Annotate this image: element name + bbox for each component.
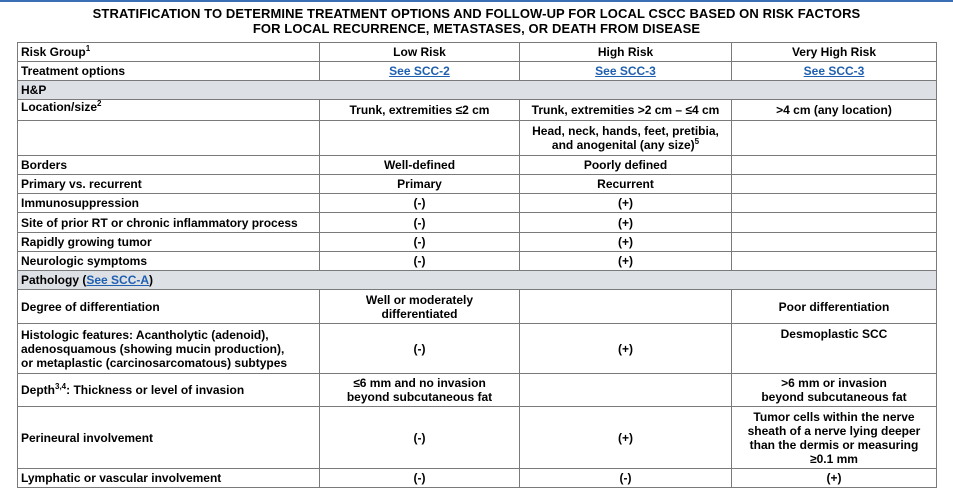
section-pathology-close: ) <box>149 273 154 287</box>
table-row <box>18 213 937 233</box>
row-label-borders: Borders <box>18 156 320 175</box>
cell-high: (+) <box>520 324 732 374</box>
cell-text: than the dermis or measuring <box>749 437 919 452</box>
cell-text: >6 mm or invasion <box>781 376 887 390</box>
cell-very-high <box>732 252 937 271</box>
cell-very-high <box>732 175 937 194</box>
row-label-perineural: Perineural involvement <box>18 407 320 469</box>
row-label-location <box>18 100 320 121</box>
row-label-empty <box>18 121 320 156</box>
see-scc-3-link[interactable]: See SCC-3 <box>595 64 656 78</box>
risk-stratification-table <box>17 42 937 488</box>
cell-low: (-) <box>320 324 520 374</box>
header-low-risk: Low Risk <box>320 43 520 62</box>
cell-text: and anogenital (any size) <box>551 138 695 152</box>
cell-very-high <box>732 374 937 407</box>
cell-low <box>320 62 520 81</box>
cell-text: beyond subcutaneous fat <box>346 390 493 404</box>
section-pathology <box>18 271 937 290</box>
cell-text: beyond subcutaneous fat <box>761 390 907 404</box>
footnote-ref: 5 <box>694 137 700 146</box>
cell-low <box>320 121 520 156</box>
cell-low: Well-defined <box>320 156 520 175</box>
table-row <box>18 252 937 271</box>
cell-high: Trunk, extremities >2 cm – ≤4 cm <box>520 100 732 121</box>
table-row <box>18 175 937 194</box>
row-label-location-text: Location/size <box>21 100 98 114</box>
row-label-text: or metaplastic (carcinosarcomatous) subtypes <box>21 355 288 370</box>
title-line-1: STRATIFICATION TO DETERMINE TREATMENT OPTIONS AND FOLLOW-UP FOR LOCAL CSCC BASED ON RISK FACTORS <box>92 6 861 21</box>
table-row <box>18 121 937 156</box>
top-rule <box>0 0 953 2</box>
header-risk-group <box>18 43 320 62</box>
row-label-text: : Thickness or level of invasion <box>66 383 245 397</box>
row-label-lymphatic: Lymphatic or vascular involvement <box>18 469 320 488</box>
cell-high: (+) <box>520 233 732 252</box>
section-row-hp <box>18 81 937 100</box>
row-label-histologic <box>18 324 320 374</box>
header-row <box>18 43 937 62</box>
row-label-primary: Primary vs. recurrent <box>18 175 320 194</box>
section-hp: H&P <box>18 81 937 100</box>
cell-high: Poorly defined <box>520 156 732 175</box>
cell-very-high: Desmoplastic SCC <box>732 324 937 374</box>
cell-low: (-) <box>320 213 520 233</box>
cell-low: (-) <box>320 407 520 469</box>
table-row <box>18 469 937 488</box>
cell-very-high <box>732 156 937 175</box>
cell-low: (-) <box>320 194 520 213</box>
row-label-prior-rt: Site of prior RT or chronic inflammatory process <box>18 213 320 233</box>
row-label-rapid-growth: Rapidly growing tumor <box>18 233 320 252</box>
table-row <box>18 156 937 175</box>
section-row-pathology <box>18 271 937 290</box>
cell-low: Trunk, extremities ≤2 cm <box>320 100 520 121</box>
cell-very-high <box>732 233 937 252</box>
row-label-text: Depth <box>21 383 55 397</box>
cell-high: (+) <box>520 252 732 271</box>
row-label-neurologic: Neurologic symptoms <box>18 252 320 271</box>
cell-high: (-) <box>520 469 732 488</box>
cell-very-high <box>732 407 937 469</box>
row-label-immunosuppression: Immunosuppression <box>18 194 320 213</box>
cell-text: differentiated <box>381 306 458 321</box>
cell-very-high: (+) <box>732 469 937 488</box>
table-row <box>18 62 937 81</box>
cell-high <box>520 121 732 156</box>
row-label-treatment: Treatment options <box>18 62 320 81</box>
cell-high: (+) <box>520 213 732 233</box>
cell-low: (-) <box>320 469 520 488</box>
cell-very-high <box>732 121 937 156</box>
section-pathology-label: Pathology ( <box>21 273 87 287</box>
see-scc-a-link[interactable]: See SCC-A <box>86 273 150 287</box>
table-row <box>18 407 937 469</box>
table-row <box>18 233 937 252</box>
header-risk-group-label: Risk Group <box>21 45 86 59</box>
row-label-differentiation: Degree of differentiation <box>18 290 320 324</box>
cell-low: (-) <box>320 252 520 271</box>
cell-low <box>320 290 520 324</box>
footnote-ref: 1 <box>85 44 91 53</box>
cell-very-high <box>732 194 937 213</box>
cell-text: Well or moderately <box>365 292 474 307</box>
cell-low <box>320 374 520 407</box>
see-scc-3-link-very-high[interactable]: See SCC-3 <box>803 64 865 78</box>
cell-very-high: >4 cm (any location) <box>732 100 937 121</box>
table-row <box>18 194 937 213</box>
row-label-text: Histologic features: Acantholytic (adenoid), <box>21 327 269 342</box>
cell-text: sheath of a nerve lying deeper <box>747 423 921 438</box>
cell-low: (-) <box>320 233 520 252</box>
table-row <box>18 324 937 374</box>
see-scc-2-link[interactable]: See SCC-2 <box>389 64 450 78</box>
cell-high <box>520 290 732 324</box>
cell-text: Tumor cells within the nerve <box>753 409 915 424</box>
cell-very-high <box>732 213 937 233</box>
cell-high <box>520 62 732 81</box>
cell-very-high <box>732 62 937 81</box>
table-row <box>18 290 937 324</box>
cell-high: (+) <box>520 194 732 213</box>
cell-high <box>520 374 732 407</box>
table-row <box>18 374 937 407</box>
row-label-text: adenosquamous (showing mucin production), <box>21 341 285 356</box>
title-line-2: FOR LOCAL RECURRENCE, METASTASES, OR DEATH FROM DISEASE <box>252 20 701 36</box>
cell-high: (+) <box>520 407 732 469</box>
cell-very-high: Poor differentiation <box>732 290 937 324</box>
cell-text: Head, neck, hands, feet, pretibia, <box>532 124 719 138</box>
header-high-risk: High Risk <box>520 43 732 62</box>
header-very-high-risk: Very High Risk <box>732 43 937 62</box>
cell-low: Primary <box>320 175 520 194</box>
cell-high: Recurrent <box>520 175 732 194</box>
cell-text: ≤6 mm and no invasion <box>353 376 486 390</box>
table-row <box>18 100 937 121</box>
page-title <box>0 7 953 36</box>
footnote-ref: 2 <box>97 99 102 108</box>
footnote-ref: 3,4 <box>55 382 67 391</box>
row-label-depth <box>18 374 320 407</box>
cell-text: ≥0.1 mm <box>810 451 858 466</box>
